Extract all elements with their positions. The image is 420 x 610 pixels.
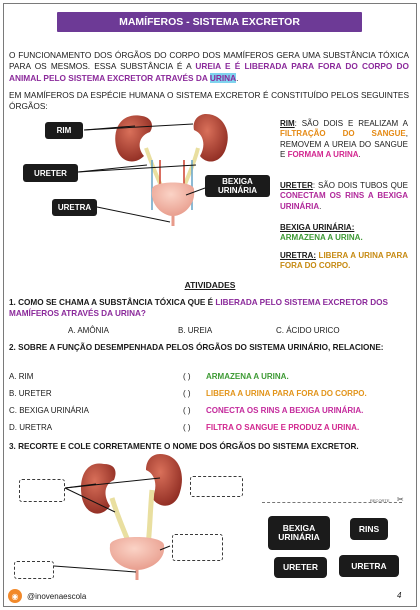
instagram-icon: ◉	[8, 589, 22, 603]
intro-text-end: .	[236, 72, 239, 83]
question-2: 2. SOBRE A FUNÇÃO DESEMPENHADA PELOS ÓRGÃOS DO SISTEMA URINÁRIO, RELACIONE:	[9, 343, 384, 352]
intro-text-urina: URINA	[209, 72, 237, 83]
cutout-ureter[interactable]: URETER	[274, 557, 327, 578]
right-kidney-icon	[194, 114, 228, 162]
cutout-rins[interactable]: RINS	[350, 518, 388, 540]
definition-ureter: URETER: SÃO DOIS TUBOS QUE CONECTAM OS RINS A BEXIGA URINÁRIA.	[280, 181, 408, 211]
definition-bexiga: BEXIGA URINÁRIA: ARMAZENA A URINA.	[280, 223, 363, 243]
cut-label: RECORTE	[370, 498, 390, 503]
q2-row-c: C. BEXIGA URINÁRIA ( ) CONECTA OS RINS A BEXIGA URINÁRIA.	[9, 406, 364, 415]
page-title: MAMÍFEROS - SISTEMA EXCRETOR	[57, 12, 362, 32]
question-1: 1. COMO SE CHAMA A SUBSTÂNCIA TÓXICA QUE É LIBERADA PELO SISTEMA EXCRETOR DOS MAMÍFEROS ATRAVÉS DA URINA?	[9, 298, 388, 318]
bladder-icon	[152, 183, 194, 217]
intro-paragraph	[9, 50, 409, 84]
scissors-icon: ✂	[397, 495, 404, 504]
q1-option-a[interactable]: A. AMÔNIA	[68, 326, 109, 335]
label-ureter: URETER	[23, 164, 78, 182]
right-ureter-icon	[148, 490, 152, 546]
q2-row-b: B. URETER ( ) LIBERA A URINA PARA FORA DO CORPO.	[9, 389, 367, 398]
definition-rim: RIM: SÃO DOIS E REALIZAM A FILTRAÇÃO DO SANGUE, REMOVEM A UREIA DO SANGUE E FORMAM A URINA.	[280, 119, 408, 160]
blank-box-rins[interactable]	[19, 479, 65, 502]
q2-row-a: A. RIM ( ) ARMAZENA A URINA.	[9, 372, 289, 381]
intro-organs-paragraph: EM MAMÍFEROS DA ESPÉCIE HUMANA O SISTEMA EXCRETOR É CONSTITUÍDO PELOS SEGUINTES ÓRGÃOS:	[9, 90, 409, 112]
q1-option-c[interactable]: C. ÁCIDO URICO	[276, 326, 340, 335]
cutout-bexiga[interactable]: BEXIGA URINÁRIA	[268, 516, 330, 550]
left-kidney-icon	[81, 463, 116, 513]
cutout-uretra[interactable]: URETRA	[339, 555, 399, 577]
q2-row-d: D. URETRA ( ) FILTRA O SANGUE E PRODUZ A URINA.	[9, 423, 360, 432]
intro-text-a: O FUNCIONAMENTO DOS ÓRGÃOS DO CORPO DOS MAMÍFEROS GERA UMA SUBSTÂNCIA TÓXICA PARA OS MESMOS. ESSA SUBSTÂNCIA É A	[9, 50, 409, 72]
q2-answer-c[interactable]: ( )	[183, 406, 191, 415]
definition-uretra: URETRA: LIBERA A URINA PARA FORA DO CORPO.	[280, 251, 408, 271]
q2-answer-b[interactable]: ( )	[183, 389, 191, 398]
footer-handle: @inovenaescola	[27, 592, 87, 601]
intro-text-b: UREIA E É LIBERADA PARA FORA DO CORPO DO ANIMAL PELO SISTEMA EXCRETOR ATRAVÉS DA	[9, 61, 410, 83]
blank-box-ureter[interactable]	[190, 476, 243, 497]
label-bexiga: BEXIGA URINÁRIA	[205, 175, 270, 197]
label-rim: RIM	[45, 122, 83, 139]
question-3: 3. RECORTE E COLE CORRETAMENTE O NOME DOS ÓRGÃOS DO SISTEMA EXCRETOR.	[9, 442, 359, 451]
activities-title: ATIVIDADES	[184, 280, 236, 290]
q2-answer-a[interactable]: ( )	[183, 372, 191, 381]
bladder-icon	[110, 537, 164, 570]
q1-option-b[interactable]: B. UREIA	[178, 326, 213, 335]
q2-answer-d[interactable]: ( )	[183, 423, 191, 432]
label-uretra: URETRA	[52, 199, 97, 216]
blank-box-uretra[interactable]	[14, 561, 54, 579]
page-number: 4	[397, 591, 402, 600]
blank-box-bexiga[interactable]	[172, 534, 223, 561]
